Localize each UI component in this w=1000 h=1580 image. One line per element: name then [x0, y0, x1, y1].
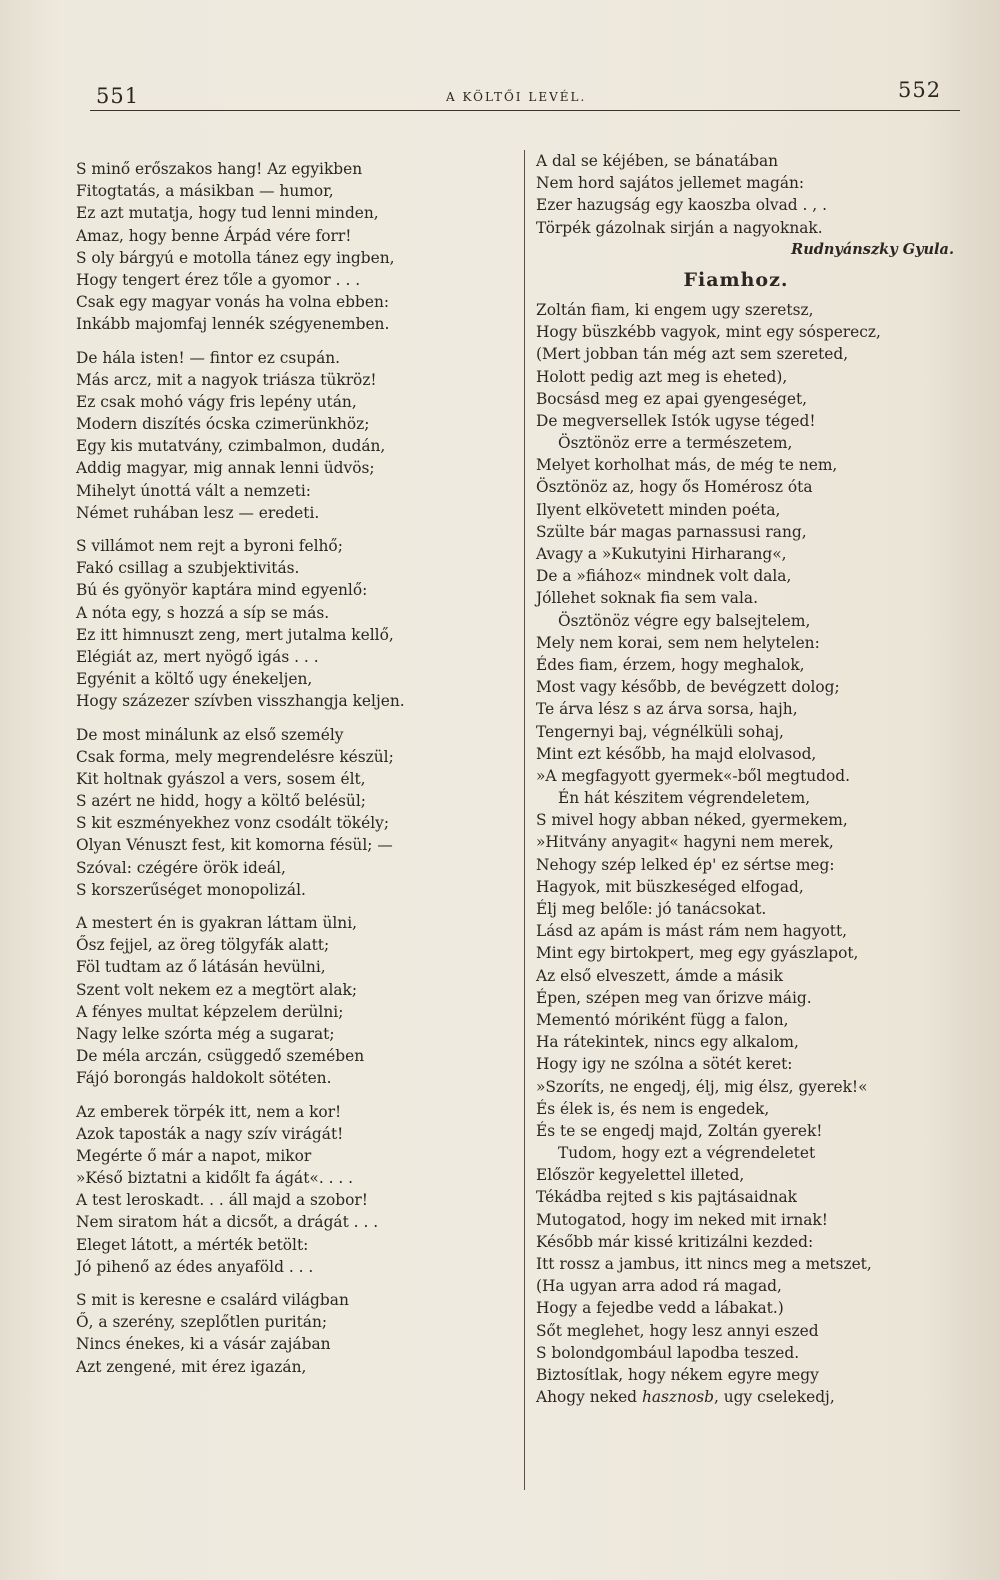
verse-line: Mihelyt únottá vált a nemzeti: — [76, 481, 311, 500]
verse-line: De a »fiához« mindnek volt dala, — [536, 567, 792, 586]
verse-line: De megversellek Istók ugyse téged! — [536, 411, 816, 430]
verse-line: Ösztönöz az, hogy ős Homérosz óta — [536, 478, 813, 497]
verse-line: Biztosítlak, hogy nékem egyre megy — [536, 1365, 819, 1384]
verse-line: Most vagy később, de bevégzett dolog; — [536, 678, 840, 697]
verse-line: Tengernyi baj, végnélküli sohaj, — [536, 722, 784, 741]
verse-line: Ez azt mutatja, hogy tud lenni minden, — [76, 204, 379, 223]
verse-line: Német ruhában lesz — eredeti. — [76, 503, 320, 522]
last-line-start: Ahogy neked — [536, 1388, 642, 1407]
verse-line: Addig magyar, mig annak lenni üdvös; — [76, 459, 375, 478]
verse-line: Épen, szépen meg van őrizve máig. — [536, 988, 812, 1007]
verse-line: De most minálunk az első személy — [76, 725, 344, 744]
verse-line: Ösztönöz végre egy balsejtelem, — [558, 611, 811, 630]
verse-line: Fitogtatás, a másikban — humor, — [76, 182, 334, 201]
verse-line: Tudom, hogy ezt a végrendeletet — [558, 1144, 816, 1163]
verse-line: Törpék gázolnak sirján a nagyoknak. — [536, 218, 823, 237]
page-number-left: 551 — [96, 84, 140, 108]
verse-line: Az első elveszett, ámde a másik — [536, 966, 783, 985]
verse-line: Ezer hazugság egy kaoszba olvad . , . — [536, 196, 827, 215]
verse-line: Fakó csillag a szubjektivitás. — [76, 559, 300, 578]
verse-line: Szent volt nekem ez a megtört alak; — [76, 980, 358, 999]
verse-line: Lásd az apám is mást rám nem hagyott, — [536, 922, 848, 941]
column-divider — [524, 150, 525, 1490]
poem-last-line — [536, 1386, 966, 1408]
verse-line: Hogy a fejedbe vedd a lábakat.) — [536, 1299, 784, 1318]
verse-line: Holott pedig azt meg is eheted), — [536, 367, 788, 386]
verse-line: Hogy tengert érez tőle a gyomor . . . — [76, 270, 361, 289]
verse-line: Egy kis mutatvány, czimbalmon, dudán, — [76, 437, 386, 456]
verse-line: De hála isten! — fintor ez csupán. — [76, 348, 341, 367]
verse-line: »Késő biztatni a kidőlt fa ágát«. . . . — [76, 1169, 354, 1188]
verse-line: Édes fiam, érzem, hogy meghalok, — [536, 655, 805, 674]
verse-line: Ez csak mohó vágy fris lepény után, — [76, 392, 357, 411]
verse-line: Egyénit a költő ugy énekeljen, — [76, 670, 313, 689]
verse-line: A test leroskadt. . . áll majd a szobor! — [76, 1191, 368, 1210]
stanza-gap — [76, 336, 516, 347]
header-rule — [90, 110, 960, 111]
last-line-italic-word: hasznosb — [641, 1388, 714, 1407]
right-column — [536, 150, 966, 1408]
verse-line: Ilyent elkövetett minden poéta, — [536, 500, 781, 519]
verse-line: S kit eszményekhez vonz csodált tökély; — [76, 814, 390, 833]
stanza-gap — [76, 524, 516, 535]
verse-line: Te árva lész s az árva sorsa, hajh, — [536, 700, 798, 719]
verse-line: Jóllehet soknak fia sem vala. — [536, 589, 758, 608]
verse-line: »Hitvány anyagit« hagyni nem merek, — [536, 833, 834, 852]
verse-line: Hogy igy ne szólna a sötét keret: — [536, 1055, 793, 1074]
verse-line: Élj meg belőle: jó tanácsokat. — [536, 900, 767, 918]
verse-line: Az emberek törpék itt, nem a kor! — [76, 1102, 342, 1121]
verse-line: Zoltán fiam, ki engem ugy szeretsz, — [536, 300, 814, 319]
verse-line: (Ha ugyan arra adod rá magad, — [536, 1277, 782, 1296]
verse-line: »Szoríts, ne engedj, élj, mig élsz, gyerek!« — [536, 1077, 868, 1096]
verse-line: Ha rátekintek, nincs egy alkalom, — [536, 1033, 799, 1052]
stanza — [76, 347, 516, 525]
verse-line: Később már kissé kritizálni kezded: — [536, 1232, 814, 1251]
verse-line: Fájó borongás haldokolt sötéten. — [76, 1069, 332, 1088]
verse-line: Kit holtnak gyászol a vers, sosem élt, — [76, 769, 366, 788]
verse-line: Modern diszítés ócska czimerünkhöz; — [76, 415, 370, 434]
verse-line: A mestert én is gyakran láttam ülni, — [76, 914, 358, 932]
page-number-right: 552 — [898, 78, 942, 102]
verse-line: Hogy büszkébb vagyok, mint egy sósperecz, — [536, 323, 881, 342]
verse-line: Tékádba rejted s kis pajtásaidnak — [536, 1188, 797, 1207]
stanza — [76, 1101, 516, 1279]
verse-line: S oly bárgyú e motolla tánez egy ingben, — [76, 248, 395, 267]
verse-line: Mementó móriként függ a falon, — [536, 1010, 789, 1029]
verse-line: Olyan Vénuszt fest, kit komorna fésül; — — [76, 836, 393, 855]
stanza-gap — [76, 713, 516, 724]
verse-line: S villámot nem rejt a byroni felhő; — [76, 537, 343, 555]
stanza-gap — [76, 901, 516, 912]
verse-line: S bolondgombául lapodba teszed. — [536, 1343, 800, 1362]
verse-line: Szóval: czégére örök ideál, — [76, 858, 286, 877]
verse-line: Nem siratom hát a dicsőt, a drágát . . . — [76, 1213, 379, 1232]
verse-line: Amaz, hogy benne Árpád vére forr! — [76, 226, 352, 245]
opening-stanza — [536, 150, 966, 239]
verse-line: Bocsásd meg ez apai gyengeséget, — [536, 389, 808, 408]
verse-line: »A megfagyott gyermek«-ből megtudod. — [536, 766, 851, 785]
verse-line: Ő, a szerény, szeplőtlen puritán; — [76, 1313, 328, 1332]
stanza-gap — [76, 1278, 516, 1289]
verse-line: Mely nem korai, sem nem helytelen: — [536, 633, 820, 652]
last-line-end: , ugy cselekedj, — [713, 1388, 835, 1407]
verse-line: Föl tudtam az ő látásán hevülni, — [76, 958, 326, 977]
verse-line: Eleget látott, a mérték betölt: — [76, 1235, 309, 1254]
verse-line: Jó pihenő az édes anyaföld . . . — [76, 1257, 314, 1276]
verse-line: Azok taposták a nagy szív virágát! — [76, 1124, 344, 1143]
verse-line: Sőt meglehet, hogy lesz annyi eszed — [536, 1321, 819, 1340]
verse-line: És élek is, és nem is engedek, — [536, 1099, 770, 1118]
verse-line: Azt zengené, mit érez igazán, — [76, 1357, 307, 1376]
verse-line: Csak egy magyar vonás ha volna ebben: — [76, 293, 390, 312]
stanza — [76, 158, 516, 336]
stanza — [76, 724, 516, 902]
verse-line: S mivel hogy abban néked, gyermekem, — [536, 811, 848, 830]
verse-line: Itt rossz a jambus, itt nincs meg a metszet, — [536, 1255, 872, 1273]
verse-line: Ösztönöz erre a természetem, — [558, 434, 793, 453]
page-header — [0, 78, 1000, 112]
verse-line: Megérte ő már a napot, mikor — [76, 1146, 312, 1165]
verse-line: Ez itt himnuszt zeng, mert jutalma kellő, — [76, 625, 394, 644]
poem-body — [536, 299, 966, 1386]
verse-line: A nóta egy, s hozzá a síp se más. — [76, 603, 330, 622]
verse-line: Először kegyelettel illeted, — [536, 1166, 745, 1185]
verse-line: Más arcz, mit a nagyok triásza tükröz! — [76, 370, 377, 389]
verse-line: Én hát készitem végrendeletem, — [558, 789, 811, 808]
verse-line: (Mert jobban tán még azt sem szereted, — [536, 345, 849, 364]
verse-line: Mint egy birtokpert, meg egy gyászlapot, — [536, 944, 859, 963]
running-title: A KÖLTŐI LEVÉL. — [446, 90, 587, 104]
verse-line: Elégiát az, mert nyögő igás . . . — [76, 647, 319, 666]
verse-line: Ősz fejjel, az öreg tölgyfák alatt; — [76, 936, 330, 955]
stanza — [76, 1289, 516, 1378]
verse-line: A dal se kéjében, se bánatában — [536, 152, 779, 170]
verse-line: Hagyok, mit büszkeséged elfogad, — [536, 877, 804, 896]
verse-line: Hogy százezer szívben visszhangja keljen. — [76, 692, 405, 711]
author-signature: Rudnyánszky Gyula. — [791, 240, 954, 258]
verse-line: Nagy lelke szórta még a sugarat; — [76, 1024, 335, 1043]
verse-line: Csak forma, mely megrendelésre készül; — [76, 747, 394, 766]
verse-line: Mutogatod, hogy im neked mit irnak! — [536, 1210, 828, 1229]
verse-line: Szülte bár magas parnassusi rang, — [536, 522, 807, 541]
verse-line: Nehogy szép lelked ép' ez sértse meg: — [536, 855, 835, 874]
poem-title: Fiamhoz. — [683, 268, 789, 291]
verse-line: Melyet korholhat más, de még te nem, — [536, 456, 838, 475]
verse-line: Nincs énekes, ki a vásár zajában — [76, 1335, 331, 1354]
stanza-gap — [76, 1090, 516, 1101]
stanza — [76, 912, 516, 1090]
verse-line: Mint ezt később, ha majd elolvasod, — [536, 744, 817, 763]
verse-line: Bú és gyönyör kaptára mind egyenlő: — [76, 581, 368, 600]
verse-line: S azért ne hidd, hogy a költő belésül; — [76, 792, 366, 811]
verse-line: És te se engedj majd, Zoltán gyerek! — [536, 1121, 823, 1140]
verse-line: De méla arczán, csüggedő szemében — [76, 1047, 365, 1066]
verse-line: S minő erőszakos hang! Az egyikben — [76, 160, 363, 178]
verse-line: Inkább majomfaj lennék szégyenemben. — [76, 315, 390, 334]
verse-line: Avagy a »Kukutyini Hirharang«, — [536, 545, 787, 563]
verse-line: S mit is keresne e csalárd világban — [76, 1291, 349, 1309]
verse-line: S korszerűséget monopolizál. — [76, 880, 306, 899]
verse-line: Nem hord sajátos jellemet magán: — [536, 174, 805, 193]
stanza — [76, 535, 516, 713]
verse-line: A fényes multat képzelem derülni; — [76, 1002, 344, 1021]
left-column — [76, 158, 516, 1378]
